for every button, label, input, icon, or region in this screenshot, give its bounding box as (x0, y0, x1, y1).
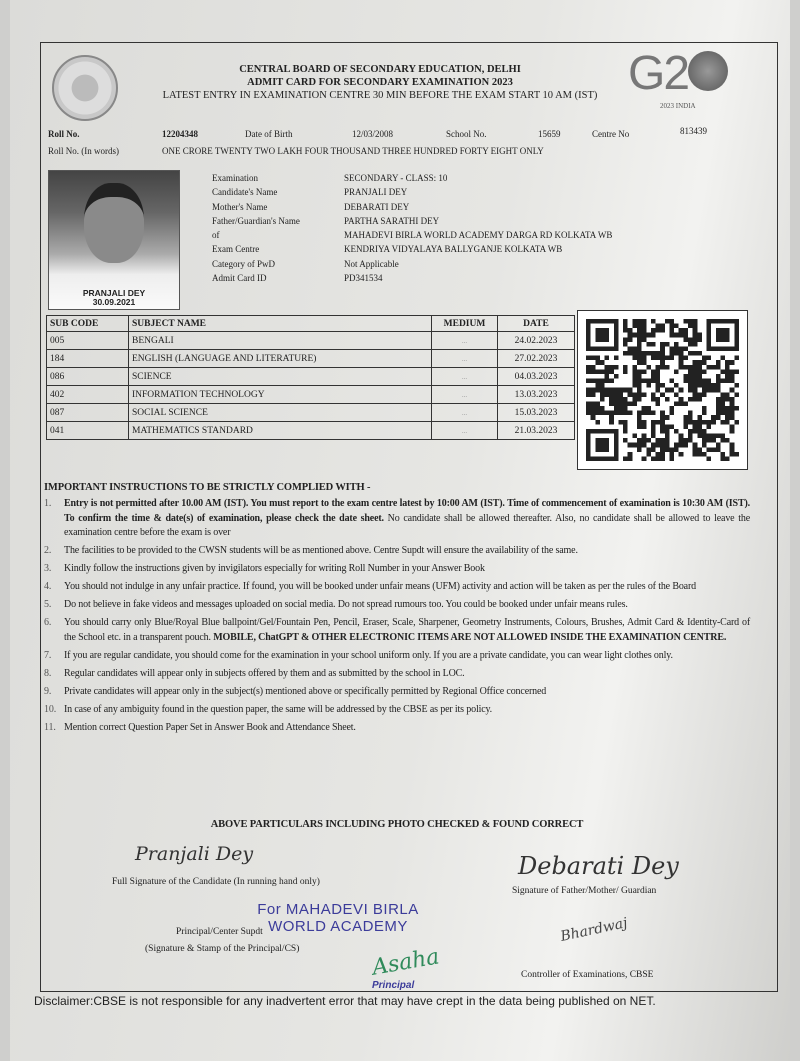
instruction-text (64, 497, 750, 541)
dob-value: 12/03/2008 (352, 129, 394, 139)
instructions-list (44, 497, 750, 739)
instruction-body: Regular candidates will appear only in subjects offered by them and as submitted by the school in LOC. (64, 667, 465, 679)
instruction-body: Do not believe in fake videos and messages uploaded on social media. Do not spread rumours too. You could be booked under unfair means rules. (64, 599, 628, 611)
date-cell: 04.03.2023 (498, 368, 575, 386)
stamp-line: For MAHADEVI BIRLA (257, 901, 419, 918)
sub-code-cell: 041 (47, 422, 129, 440)
medium-cell: ... (432, 368, 498, 386)
table-row (47, 332, 575, 350)
col-sub-code: SUB CODE (47, 316, 129, 332)
instruction-body: The facilities to be provided to the CWSN students will be as mentioned above. Centre Supdt will ensure the availability of the same. (64, 545, 578, 557)
instruction-body: Mention correct Question Paper Set in Answer Book and Attendance Sheet. (64, 721, 356, 733)
principal-label: Principal/Center Supdt (176, 927, 263, 937)
instruction-item (44, 721, 750, 736)
instruction-item (44, 649, 750, 664)
instruction-body: If you are regular candidate, you should come for the examination in your school uniform only. If you are a private candidate, you can wear light clothes only. (64, 649, 673, 661)
instruction-number: 1. (44, 498, 52, 509)
detail-value: KENDRIYA VIDYALAYA BALLYGANJE KOLKATA WB (344, 244, 563, 255)
sub-code-cell: 184 (47, 350, 129, 368)
roll-words-label: Roll No. (In words) (48, 146, 119, 156)
school-label: School No. (446, 129, 487, 139)
instruction-text (64, 703, 750, 718)
details-values (344, 171, 612, 285)
instruction-number: 4. (44, 581, 52, 593)
principal-sub-label: (Signature & Stamp of the Principal/CS) (145, 944, 300, 954)
subject-name-cell: INFORMATION TECHNOLOGY (129, 386, 432, 404)
instruction-number: 11. (44, 721, 56, 733)
sub-code-cell: 005 (47, 332, 129, 350)
roll-words-value: ONE CRORE TWENTY TWO LAKH FOUR THOUSAND THREE HUNDRED FORTY EIGHT ONLY (162, 146, 544, 156)
principal-signature: Asaha (370, 944, 442, 981)
instruction-body: No candidate shall be allowed thereafter. Also, no candidate shall be allowed to leave the examination centre before the exam is over (64, 512, 750, 539)
col-date: DATE (498, 316, 575, 332)
instruction-body: In case of any ambiguity found in the question paper, the same will be addressed by the CBSE as per its policy. (64, 703, 493, 715)
guardian-signature: Debarati Dey (518, 852, 679, 880)
date-cell: 27.02.2023 (498, 350, 575, 368)
stamp-line: WORLD ACADEMY (268, 918, 408, 935)
subject-name-cell: SCIENCE (129, 368, 432, 386)
centre-value: 813439 (680, 126, 707, 136)
detail-value: SECONDARY - CLASS: 10 (344, 173, 448, 183)
table-header-row (47, 316, 575, 332)
instruction-body: Kindly follow the instructions given by invigilators especially for writing Roll Number in your Answer Book (64, 563, 485, 575)
detail-label: Category of PwD (212, 258, 275, 269)
instruction-text (64, 580, 750, 595)
principal-stamp: Principal (372, 980, 415, 991)
instruction-number: 10. (44, 703, 57, 715)
photo-name: PRANJALI DEY (82, 288, 146, 298)
guardian-signature-label: Signature of Father/Mother/ Guardian (512, 886, 657, 896)
school-value: 15659 (538, 129, 561, 139)
detail-label: Examination (212, 173, 258, 183)
instruction-number: 6. (44, 617, 52, 629)
date-cell: 13.03.2023 (498, 386, 575, 404)
detail-value: DEBARATI DEY (344, 201, 410, 212)
instruction-number: 5. (44, 599, 52, 611)
instruction-number: 3. (44, 563, 52, 575)
table-row (47, 350, 575, 368)
instruction-body: You should carry only Blue/Royal Blue ballpoint/Gel/Fountain Pen, Pencil, Eraser, Scale, Sharpener, Geometry Instruments, Colours, Brushes, Admit Card & Identity-Card of the School etc. in a transparent pouch. (64, 617, 750, 643)
instruction-text (64, 649, 750, 664)
subjects-table (46, 315, 575, 440)
date-cell: 21.03.2023 (498, 422, 575, 440)
date-cell: 24.02.2023 (498, 332, 575, 350)
candidate-signature-label: Full Signature of the Candidate (In running hand only) (112, 877, 320, 887)
medium-cell: ... (432, 386, 498, 404)
disclaimer: Disclaimer:CBSE is not responsible for any inadvertent error that may have crept in the data being published on NET. (34, 994, 656, 1008)
instruction-body: You should not indulge in any unfair practice. If found, you will be booked under unfair means (UFM) activity and action will be taken as per the rules of the Board (64, 581, 697, 593)
detail-label: Father/Guardian's Name (212, 215, 300, 226)
sub-code-cell: 086 (47, 368, 129, 386)
instruction-text (64, 562, 750, 577)
controller-signature: Bhardwaj (559, 915, 629, 945)
instruction-item (44, 685, 750, 700)
instruction-text (64, 685, 750, 700)
sub-code-cell: 087 (47, 404, 129, 422)
medium-cell: ... (432, 332, 498, 350)
detail-label: Exam Centre (212, 244, 260, 255)
instruction-item (44, 580, 750, 595)
instruction-bold: MOBILE, ChatGPT & OTHER ELECTRONIC ITEMS ARE NOT ALLOWED INSIDE THE EXAMINATION CENTRE. (213, 631, 727, 643)
table-row (47, 368, 575, 386)
detail-value: PRANJALI DEY (344, 187, 408, 198)
col-medium: MEDIUM (432, 316, 498, 332)
instruction-item (44, 562, 750, 577)
subject-name-cell: BENGALI (129, 332, 432, 350)
card-title: ADMIT CARD FOR SECONDARY EXAMINATION 2023 (247, 77, 513, 88)
candidate-photo (48, 170, 180, 310)
school-stamp (238, 901, 438, 935)
medium-cell: ... (432, 404, 498, 422)
g20-subtitle: 2023 INDIA (660, 102, 696, 110)
table-row (47, 422, 575, 440)
instruction-item (44, 616, 750, 645)
confirmation-text: ABOVE PARTICULARS INCLUDING PHOTO CHECKED & FOUND CORRECT (210, 819, 584, 830)
detail-label: Admit Card ID (212, 273, 267, 284)
medium-cell: ... (432, 422, 498, 440)
detail-label: of (212, 230, 220, 241)
subject-name-cell: MATHEMATICS STANDARD (129, 422, 432, 440)
roll-label: Roll No. (48, 129, 80, 139)
medium-cell: ... (432, 350, 498, 368)
instruction-text (64, 667, 750, 682)
detail-label: Candidate's Name (212, 187, 278, 198)
sub-code-cell: 402 (47, 386, 129, 404)
subject-name-cell: ENGLISH (LANGUAGE AND LITERATURE) (129, 350, 432, 368)
col-subject-name: SUBJECT NAME (129, 316, 432, 332)
instruction-body: Private candidates will appear only in the subject(s) mentioned above or specifically permitted by Regional Office concerned (64, 685, 547, 697)
entry-note: LATEST ENTRY IN EXAMINATION CENTRE 30 MIN BEFORE THE EXAM START 10 AM (IST) (162, 90, 598, 101)
date-cell: 15.03.2023 (498, 404, 575, 422)
subject-name-cell: SOCIAL SCIENCE (129, 404, 432, 422)
table-row (47, 386, 575, 404)
roll-value: 12204348 (162, 129, 198, 139)
detail-value: MAHADEVI BIRLA WORLD ACADEMY DARGA RD KOLKATA WB (344, 230, 613, 241)
controller-label: Controller of Examinations, CBSE (521, 970, 654, 980)
detail-label: Mother's Name (212, 201, 268, 212)
instruction-item (44, 497, 750, 541)
instruction-item (44, 598, 750, 613)
instruction-number: 8. (44, 667, 52, 679)
board-name: CENTRAL BOARD OF SECONDARY EDUCATION, DELHI (239, 64, 521, 75)
instruction-number: 7. (44, 649, 52, 661)
centre-label: Centre No (592, 129, 630, 139)
instruction-number: 9. (44, 685, 52, 697)
g20-logo: G2 (628, 46, 728, 101)
instruction-item (44, 544, 750, 559)
candidate-signature: Pranjali Dey (135, 843, 254, 865)
instruction-number: 2. (44, 545, 52, 557)
detail-value: Not Applicable (344, 258, 399, 269)
instruction-item (44, 667, 750, 682)
table-row (47, 404, 575, 422)
instruction-text (64, 721, 750, 736)
instruction-text (64, 544, 750, 559)
dob-label: Date of Birth (245, 129, 293, 139)
details-labels (212, 171, 300, 285)
photo-date: 30.09.2021 (92, 297, 136, 307)
cbse-logo (52, 55, 118, 121)
instruction-bold: Entry is not permitted after 10.00 AM (IST). You must report to the exam centre latest by 10:00 AM (IST). Time of commencement of examination is 10:30 AM (IST). To confirm the time & date(s) of examination, please check the date sheet. (64, 498, 750, 524)
qr-code (577, 310, 748, 470)
instructions-heading: IMPORTANT INSTRUCTIONS TO BE STRICTLY COMPLIED WITH - (44, 482, 371, 493)
detail-value: PARTHA SARATHI DEY (344, 215, 440, 226)
instruction-text (64, 616, 750, 645)
instruction-item (44, 703, 750, 718)
instruction-text (64, 598, 750, 613)
detail-value: PD341534 (344, 273, 383, 284)
